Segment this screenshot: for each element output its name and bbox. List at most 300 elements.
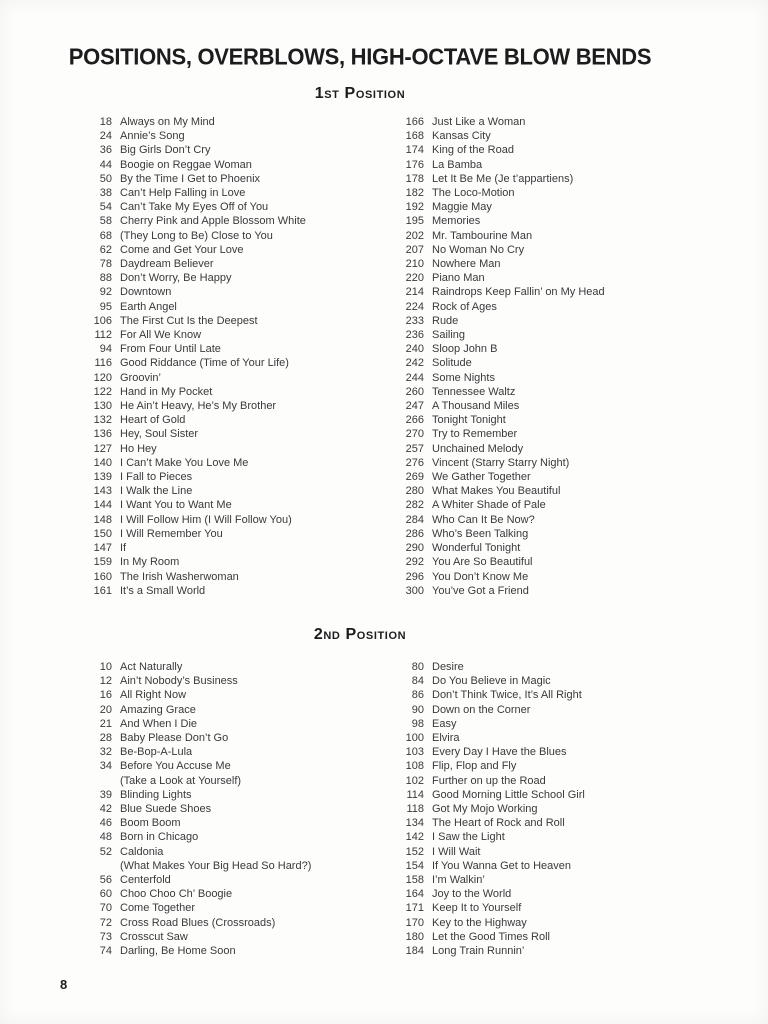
song-title: Annie’s Song bbox=[120, 130, 185, 143]
song-title: You Don’t Know Me bbox=[432, 570, 529, 583]
song-page-number: 202 bbox=[405, 229, 424, 242]
song-title: Daydream Believer bbox=[120, 258, 214, 271]
song-entry bbox=[396, 788, 708, 802]
song-title: If You Wanna Get to Heaven bbox=[432, 859, 572, 872]
song-title: I’m Walkin’ bbox=[432, 873, 485, 886]
song-page-number: 120 bbox=[93, 371, 112, 384]
song-entry bbox=[84, 385, 396, 399]
song-page-number: 143 bbox=[93, 485, 112, 498]
song-title: Come and Get Your Love bbox=[120, 243, 244, 256]
song-page-number: 39 bbox=[99, 788, 112, 801]
song-page-number: 269 bbox=[405, 471, 424, 484]
song-entry bbox=[396, 342, 708, 356]
section-heading-2nd-position: 2nd Position bbox=[313, 625, 407, 643]
song-page-number: 88 bbox=[99, 272, 112, 285]
song-title: Let It Be Me (Je t’appartiens) bbox=[432, 172, 574, 185]
song-title: Caldonia bbox=[120, 845, 164, 858]
song-title: Can’t Take My Eyes Off of You bbox=[120, 201, 269, 214]
song-title: A Whiter Shade of Pale bbox=[432, 499, 546, 512]
song-page-number: 236 bbox=[405, 329, 424, 342]
song-entry bbox=[84, 427, 396, 441]
song-page-number: 247 bbox=[405, 400, 424, 413]
song-title: Blinding Lights bbox=[120, 788, 192, 801]
song-title: Hand in My Pocket bbox=[120, 385, 213, 398]
song-title: The Heart of Rock and Roll bbox=[432, 817, 565, 830]
song-page-number: 184 bbox=[405, 944, 424, 957]
song-page-number: 108 bbox=[405, 760, 424, 773]
song-entry bbox=[84, 285, 396, 299]
song-title: Let the Good Times Roll bbox=[432, 930, 551, 943]
song-entry bbox=[84, 143, 396, 157]
song-entry bbox=[84, 759, 396, 773]
song-entry bbox=[84, 200, 396, 214]
song-title: Come Together bbox=[120, 902, 196, 915]
song-page-number: 266 bbox=[405, 414, 424, 427]
song-entry bbox=[396, 816, 708, 830]
song-page-number: 38 bbox=[99, 187, 112, 200]
song-entry bbox=[84, 498, 396, 512]
song-page-number: 286 bbox=[405, 527, 424, 540]
song-entry bbox=[84, 371, 396, 385]
song-page-number: 122 bbox=[93, 385, 112, 398]
song-page-number: 136 bbox=[93, 428, 112, 441]
song-page-number: 144 bbox=[93, 499, 112, 512]
song-entry bbox=[396, 774, 708, 788]
song-page-number: 171 bbox=[405, 902, 424, 915]
song-entry bbox=[396, 385, 708, 399]
song-entry bbox=[84, 399, 396, 413]
song-title: Choo Choo Ch’ Boogie bbox=[120, 888, 233, 901]
song-title: Tonight Tonight bbox=[432, 414, 506, 427]
song-page-number: 92 bbox=[99, 286, 112, 299]
song-page-number: 154 bbox=[405, 859, 424, 872]
song-entry bbox=[396, 873, 708, 887]
song-page-number: 56 bbox=[99, 873, 112, 886]
song-entry bbox=[396, 570, 708, 584]
song-page-number: 284 bbox=[405, 513, 424, 526]
song-page-number: 36 bbox=[99, 144, 112, 157]
song-title: I Want You to Want Me bbox=[120, 499, 232, 512]
song-page-number: 74 bbox=[99, 944, 112, 957]
song-page-number: 280 bbox=[405, 485, 424, 498]
song-list-right bbox=[396, 115, 708, 598]
song-page-number: 170 bbox=[405, 916, 424, 929]
song-title: If bbox=[120, 542, 127, 555]
song-entry bbox=[396, 845, 708, 859]
song-page-number: 147 bbox=[93, 542, 112, 555]
song-page-number: 233 bbox=[405, 314, 424, 327]
song-page-number: 282 bbox=[405, 499, 424, 512]
song-entry bbox=[84, 788, 396, 802]
song-entry bbox=[396, 759, 708, 773]
song-title: Piano Man bbox=[432, 272, 485, 285]
song-page-number: 58 bbox=[99, 215, 112, 228]
song-title: Desire bbox=[432, 660, 464, 673]
song-entry bbox=[396, 859, 708, 873]
song-entry bbox=[396, 356, 708, 370]
song-entry bbox=[84, 584, 396, 598]
song-page-number: 224 bbox=[405, 300, 424, 313]
song-entry bbox=[396, 186, 708, 200]
song-page-number: 102 bbox=[405, 774, 424, 787]
song-page-number: 70 bbox=[99, 902, 112, 915]
song-page-number: 100 bbox=[405, 731, 424, 744]
song-entry bbox=[84, 413, 396, 427]
song-title: Mr. Tambourine Man bbox=[432, 229, 533, 242]
song-title: Rock of Ages bbox=[432, 300, 497, 313]
song-entry bbox=[396, 371, 708, 385]
song-page-number: 103 bbox=[405, 746, 424, 759]
song-title: I Saw the Light bbox=[432, 831, 505, 844]
song-entry bbox=[396, 285, 708, 299]
song-page-number: 48 bbox=[99, 831, 112, 844]
song-page-number: 139 bbox=[93, 471, 112, 484]
song-page-number: 296 bbox=[405, 570, 424, 583]
song-page-number: 42 bbox=[99, 802, 112, 815]
song-page-number: 290 bbox=[405, 542, 424, 555]
song-title: Do You Believe in Magic bbox=[432, 675, 551, 688]
song-title: Who Can It Be Now? bbox=[432, 513, 535, 526]
song-title: Born in Chicago bbox=[120, 831, 199, 844]
song-entry bbox=[84, 229, 396, 243]
song-entry bbox=[84, 930, 396, 944]
song-title: Tennessee Waltz bbox=[432, 385, 516, 398]
song-page-number: 62 bbox=[99, 243, 112, 256]
song-title: Every Day I Have the Blues bbox=[432, 746, 567, 759]
song-entry bbox=[396, 257, 708, 271]
song-title: Before You Accuse Me bbox=[120, 760, 231, 773]
song-entry bbox=[84, 300, 396, 314]
song-page-number: 50 bbox=[99, 172, 112, 185]
song-entry bbox=[84, 442, 396, 456]
song-page-number: 161 bbox=[93, 584, 112, 597]
song-title: Wonderful Tonight bbox=[432, 542, 521, 555]
song-entry bbox=[84, 470, 396, 484]
song-entry bbox=[84, 555, 396, 569]
song-page-number: 220 bbox=[405, 272, 424, 285]
song-entry bbox=[84, 570, 396, 584]
song-page-number: 166 bbox=[405, 116, 424, 128]
song-entry bbox=[84, 513, 396, 527]
song-entry bbox=[84, 916, 396, 930]
song-page-number: 28 bbox=[99, 731, 112, 744]
song-page-number: 118 bbox=[406, 802, 424, 815]
song-page-number: 257 bbox=[405, 442, 424, 455]
song-page-number: 130 bbox=[93, 400, 112, 413]
song-entry bbox=[396, 399, 708, 413]
page-number: 8 bbox=[60, 977, 68, 992]
song-entry bbox=[396, 541, 708, 555]
song-title: Can’t Help Falling in Love bbox=[120, 187, 246, 200]
song-title: Boom Boom bbox=[120, 817, 181, 830]
song-entry bbox=[396, 314, 708, 328]
song-entry bbox=[396, 427, 708, 441]
song-title: The Irish Washerwoman bbox=[120, 570, 239, 583]
song-entry bbox=[396, 674, 708, 688]
song-title: Who’s Been Talking bbox=[432, 527, 529, 540]
song-entry bbox=[396, 143, 708, 157]
song-title: Vincent (Starry Starry Night) bbox=[432, 456, 570, 469]
song-title: Some Nights bbox=[432, 371, 495, 384]
page-title: POSITIONS, OVERBLOWS, HIGH-OCTAVE BLOW BENDS bbox=[68, 43, 652, 70]
song-page-number: 90 bbox=[411, 703, 424, 716]
song-entry bbox=[84, 887, 396, 901]
song-title: Groovin’ bbox=[120, 371, 161, 384]
song-page-number: 80 bbox=[411, 660, 424, 673]
song-entry bbox=[84, 456, 396, 470]
song-title: Solitude bbox=[432, 357, 472, 370]
song-page-number: 21 bbox=[99, 717, 112, 730]
song-entry bbox=[396, 916, 708, 930]
song-page-number: 114 bbox=[406, 788, 424, 801]
song-entry bbox=[396, 200, 708, 214]
song-entry bbox=[84, 314, 396, 328]
song-title: You’ve Got a Friend bbox=[432, 584, 529, 597]
song-page-number: 148 bbox=[93, 513, 112, 526]
song-title: For All We Know bbox=[120, 329, 202, 342]
song-page-number: 242 bbox=[405, 357, 424, 370]
song-title: Darling, Be Home Soon bbox=[120, 944, 236, 957]
song-entry bbox=[84, 328, 396, 342]
song-entry bbox=[396, 731, 708, 745]
song-entry bbox=[396, 484, 708, 498]
song-title: I Will Wait bbox=[432, 845, 481, 858]
song-title: I Walk the Line bbox=[120, 485, 193, 498]
song-entry bbox=[396, 555, 708, 569]
song-page-number: 72 bbox=[99, 916, 112, 929]
song-title: He Ain’t Heavy, He’s My Brother bbox=[120, 400, 277, 413]
song-title: Flip, Flop and Fly bbox=[432, 760, 517, 773]
song-title: And When I Die bbox=[120, 717, 198, 730]
song-entry bbox=[396, 129, 708, 143]
song-title: Further on up the Road bbox=[432, 774, 546, 787]
song-page-number: 18 bbox=[99, 116, 112, 128]
song-entry bbox=[396, 470, 708, 484]
song-title: Raindrops Keep Fallin’ on My Head bbox=[432, 286, 605, 299]
song-page-number: 150 bbox=[93, 527, 112, 540]
song-title: Good Riddance (Time of Your Life) bbox=[120, 357, 289, 370]
song-title: Joy to the World bbox=[432, 888, 512, 901]
song-page-number: 54 bbox=[99, 201, 112, 214]
song-page-number: 24 bbox=[99, 130, 112, 143]
song-page-number: 276 bbox=[405, 456, 424, 469]
song-title: It’s a Small World bbox=[120, 584, 206, 597]
song-title: Got My Mojo Working bbox=[432, 802, 538, 815]
song-page-number: 142 bbox=[405, 831, 424, 844]
song-entry bbox=[84, 527, 396, 541]
song-title: Blue Suede Shoes bbox=[120, 802, 212, 815]
song-entry bbox=[84, 158, 396, 172]
song-entry bbox=[396, 498, 708, 512]
song-title: Maggie May bbox=[432, 201, 492, 214]
song-page-number: 106 bbox=[93, 314, 112, 327]
song-entry bbox=[84, 541, 396, 555]
song-entry bbox=[84, 271, 396, 285]
song-entry bbox=[396, 456, 708, 470]
song-title: Heart of Gold bbox=[120, 414, 186, 427]
song-page-number: 207 bbox=[405, 243, 424, 256]
song-title: Ho Hey bbox=[120, 442, 157, 455]
song-entry bbox=[396, 442, 708, 456]
song-title: We Gather Together bbox=[432, 471, 531, 484]
song-page-number: 214 bbox=[405, 286, 424, 299]
song-page-number: 78 bbox=[99, 258, 112, 271]
song-page-number: 86 bbox=[411, 689, 424, 702]
song-title: Key to the Highway bbox=[432, 916, 527, 929]
song-title: I Fall to Pieces bbox=[120, 471, 193, 484]
song-page-number: 159 bbox=[93, 556, 112, 569]
song-title: Elvira bbox=[432, 731, 460, 744]
song-title: Long Train Runnin’ bbox=[432, 944, 525, 957]
song-title: Unchained Melody bbox=[432, 442, 524, 455]
song-title: By the Time I Get to Phoenix bbox=[120, 172, 261, 185]
song-list-left bbox=[84, 660, 396, 958]
song-page-number: 244 bbox=[405, 371, 424, 384]
song-page-number: 10 bbox=[99, 660, 112, 673]
song-entry bbox=[396, 717, 708, 731]
song-title: A Thousand Miles bbox=[432, 400, 520, 413]
song-entry bbox=[84, 484, 396, 498]
song-page-number: 132 bbox=[93, 414, 112, 427]
song-list-left bbox=[84, 115, 396, 598]
song-entry bbox=[396, 115, 708, 129]
song-title: La Bamba bbox=[432, 158, 483, 171]
song-entry bbox=[84, 830, 396, 844]
song-page-number: 178 bbox=[405, 172, 424, 185]
song-page-number: 94 bbox=[99, 343, 112, 356]
song-entry bbox=[396, 802, 708, 816]
song-page-number: 300 bbox=[405, 584, 424, 597]
song-title: Amazing Grace bbox=[120, 703, 196, 716]
song-title-continued: (What Makes Your Big Head So Hard?) bbox=[120, 859, 312, 872]
song-entry bbox=[84, 214, 396, 228]
song-title: Nowhere Man bbox=[432, 258, 501, 271]
song-title: Cherry Pink and Apple Blossom White bbox=[120, 215, 306, 228]
song-entry bbox=[84, 731, 396, 745]
song-title: In My Room bbox=[120, 556, 180, 569]
song-title: All Right Now bbox=[120, 689, 187, 702]
song-entry bbox=[396, 513, 708, 527]
song-page-number: 168 bbox=[405, 130, 424, 143]
song-entry bbox=[396, 830, 708, 844]
song-page-number: 60 bbox=[99, 888, 112, 901]
song-title-continued: (Take a Look at Yourself) bbox=[120, 774, 242, 787]
song-title: I Will Follow Him (I Will Follow You) bbox=[120, 513, 292, 526]
page-content bbox=[60, 0, 660, 958]
song-page-number: 164 bbox=[405, 888, 424, 901]
song-title: No Woman No Cry bbox=[432, 243, 525, 256]
song-page-number: 195 bbox=[405, 215, 424, 228]
song-page-number: 260 bbox=[405, 385, 424, 398]
song-entry bbox=[84, 802, 396, 816]
song-page-number: 292 bbox=[405, 556, 424, 569]
song-entry bbox=[396, 300, 708, 314]
song-entry bbox=[84, 129, 396, 143]
song-page-number: 52 bbox=[99, 845, 112, 858]
song-page-number: 180 bbox=[405, 930, 424, 943]
song-list-right bbox=[396, 660, 708, 958]
song-entry bbox=[396, 172, 708, 186]
song-entry bbox=[84, 845, 396, 859]
song-page-number: 127 bbox=[93, 442, 112, 455]
song-title: Down on the Corner bbox=[432, 703, 531, 716]
song-entry bbox=[84, 115, 396, 129]
song-page-number: 116 bbox=[94, 357, 112, 370]
song-entry bbox=[84, 873, 396, 887]
song-entry bbox=[84, 186, 396, 200]
song-entry bbox=[84, 674, 396, 688]
song-title: The Loco-Motion bbox=[432, 187, 515, 200]
song-page-number: 160 bbox=[93, 570, 112, 583]
song-title: Try to Remember bbox=[432, 428, 518, 441]
song-title: I Will Remember You bbox=[120, 527, 223, 540]
song-entry bbox=[84, 257, 396, 271]
song-title: From Four Until Late bbox=[120, 343, 221, 356]
song-entry bbox=[84, 717, 396, 731]
song-entry bbox=[84, 901, 396, 915]
song-page-number: 112 bbox=[94, 329, 112, 342]
song-entry bbox=[396, 688, 708, 702]
song-title: Crosscut Saw bbox=[120, 930, 188, 943]
song-entry bbox=[396, 243, 708, 257]
song-page-number: 95 bbox=[99, 300, 112, 313]
song-title: Baby Please Don’t Go bbox=[120, 731, 229, 744]
song-page-number: 73 bbox=[99, 930, 112, 943]
song-page-number: 12 bbox=[99, 675, 112, 688]
song-page-number: 20 bbox=[99, 703, 112, 716]
song-title: Easy bbox=[432, 717, 457, 730]
song-page-number: 32 bbox=[99, 746, 112, 759]
song-page-number: 16 bbox=[99, 689, 112, 702]
song-page-number: 158 bbox=[405, 873, 424, 886]
song-title: Kansas City bbox=[432, 130, 491, 143]
song-entry bbox=[396, 584, 708, 598]
section-1st-position-columns bbox=[60, 115, 660, 598]
song-title: Ain’t Nobody’s Business bbox=[120, 675, 238, 688]
song-title: Keep It to Yourself bbox=[432, 902, 522, 915]
song-page-number: 34 bbox=[99, 760, 112, 773]
song-entry bbox=[84, 243, 396, 257]
song-entry bbox=[396, 887, 708, 901]
song-entry bbox=[84, 745, 396, 759]
song-title: Act Naturally bbox=[120, 660, 183, 673]
song-entry bbox=[84, 688, 396, 702]
song-title: I Can’t Make You Love Me bbox=[120, 456, 249, 469]
song-entry bbox=[396, 703, 708, 717]
song-entry bbox=[396, 660, 708, 674]
song-title: You Are So Beautiful bbox=[432, 556, 533, 569]
song-page-number: 182 bbox=[405, 187, 424, 200]
song-page-number: 210 bbox=[405, 258, 424, 271]
song-entry bbox=[396, 930, 708, 944]
song-page-number: 270 bbox=[405, 428, 424, 441]
song-title: (They Long to Be) Close to You bbox=[120, 229, 273, 242]
song-page-number: 152 bbox=[405, 845, 424, 858]
song-entry bbox=[84, 356, 396, 370]
song-entry bbox=[84, 816, 396, 830]
song-entry bbox=[84, 703, 396, 717]
song-entry bbox=[84, 172, 396, 186]
song-title: Big Girls Don’t Cry bbox=[120, 144, 211, 157]
song-title: Boogie on Reggae Woman bbox=[120, 158, 252, 171]
song-title: Rude bbox=[432, 314, 459, 327]
song-title: Don’t Think Twice, It’s All Right bbox=[432, 689, 582, 702]
song-entry bbox=[396, 944, 708, 958]
section-2nd-position-columns bbox=[60, 660, 660, 958]
song-title: Be-Bop-A-Lula bbox=[120, 746, 193, 759]
song-title: King of the Road bbox=[432, 144, 514, 157]
song-page-number: 68 bbox=[99, 229, 112, 242]
